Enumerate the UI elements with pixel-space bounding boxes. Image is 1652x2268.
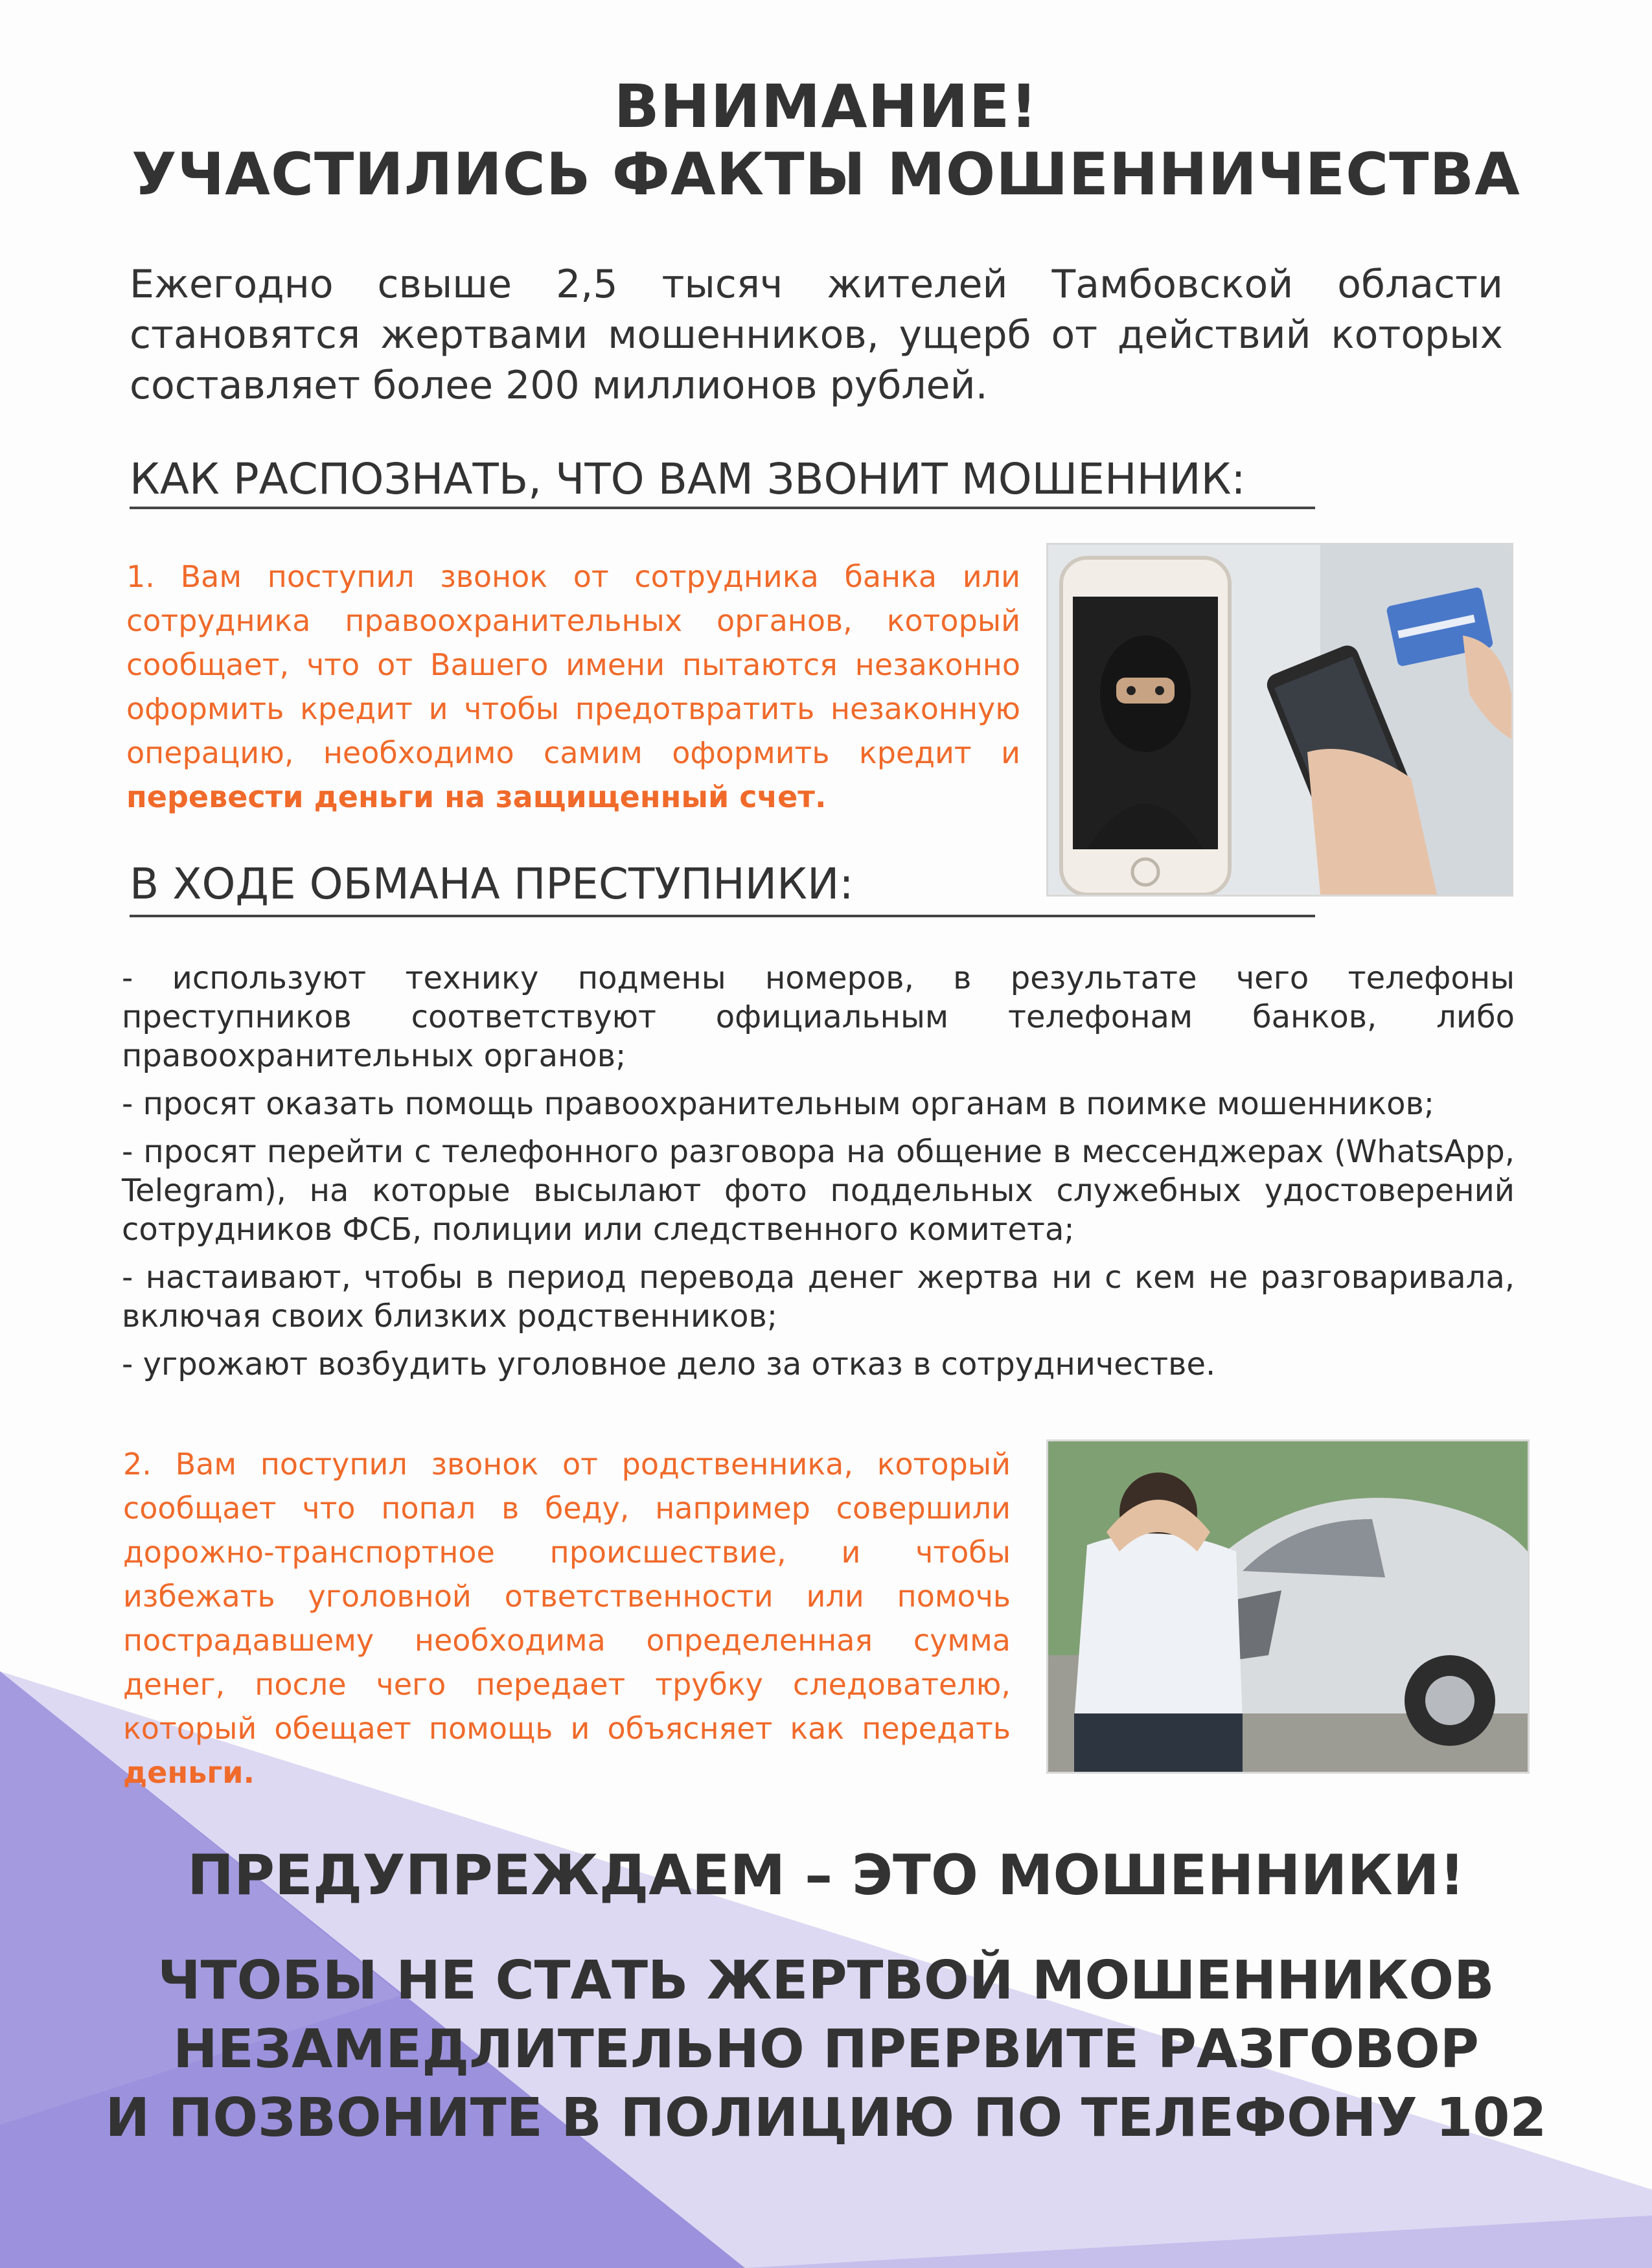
masked-caller-photo <box>1046 543 1513 897</box>
case1-paragraph <box>126 555 1020 819</box>
intro-paragraph: Ежегодно свыше 2,5 тысяч жителей Тамбовской области становятся жертвами мошенников, ущерб от действий которых составляет более 200 миллионов рублей. <box>130 262 1503 408</box>
case1-text: 1. Вам поступил звонок от сотрудника банка или сотрудника правоохранительных органов, который сообщает, что от Вашего имени пытаются незаконно оформить кредит и чтобы предотвратить незаконную операцию, необходимо самим оформить кредит и <box>126 559 1020 770</box>
car-accident-photo <box>1046 1439 1530 1774</box>
case1-bold-text: перевести деньги на защищенный счет. <box>126 779 827 814</box>
call-to-action-line: НЕЗАМЕДЛИТЕЛЬНО ПРЕРВИТЕ РАЗГОВОР <box>173 2019 1479 2080</box>
call-to-action-line: И ПОЗВОНИТЕ В ПОЛИЦИЮ ПО ТЕЛЕФОНУ 102 <box>105 2087 1547 2149</box>
title-fraud-increase: УЧАСТИЛИСЬ ФАКТЫ МОШЕННИЧЕСТВА <box>132 141 1520 209</box>
list-item: - просят оказать помощь правоохранительным органам в поимке мошенников; <box>122 1086 1434 1122</box>
heading-criminals: В ХОДЕ ОБМАНА ПРЕСТУПНИКИ: <box>130 859 854 909</box>
criminals-list <box>122 959 1515 1393</box>
list-item: - просят перейти с телефонного разговора на общение в мессенджерах (WhatsApp, Telegram), на которые высылают фото поддельных служебных удостоверений сотрудников ФСБ, полиции или следственного комитета; <box>122 1134 1515 1248</box>
list-item: - настаивают, чтобы в период перевода денег жертва ни с кем не разговаривала, включая своих близких родственников; <box>122 1259 1515 1334</box>
case2-text: 2. Вам поступил звонок от родственника, который сообщает что попал в беду, например совершили дорожно-транспортное происшествие, и чтобы избежать уголовной ответственности или помочь пострадавшему необходима определенная сумма денег, после чего передает трубку следователю, который обещает помощь и объясняет как передать <box>123 1447 1011 1746</box>
warning-banner: ПРЕДУПРЕЖДАЕМ – ЭТО МОШЕННИКИ! <box>187 1843 1465 1908</box>
case2-paragraph <box>123 1442 1011 1794</box>
title-attention: ВНИМАНИЕ! <box>614 72 1038 141</box>
call-to-action-line: ЧТОБЫ НЕ СТАТЬ ЖЕРТВОЙ МОШЕННИКОВ <box>157 1950 1495 2011</box>
heading-underline-2 <box>130 915 1315 917</box>
heading-recognize-scammer: КАК РАСПОЗНАТЬ, ЧТО ВАМ ЗВОНИТ МОШЕННИК: <box>130 454 1246 504</box>
list-item: - используют технику подмены номеров, в результате чего телефоны преступников соответствуют официальным телефонам банков, либо правоохранительных органов; <box>122 960 1515 1074</box>
heading-underline <box>130 507 1315 509</box>
list-item: - угрожают возбудить уголовное дело за отказ в сотрудничестве. <box>122 1346 1216 1382</box>
call-to-action <box>0 1947 1652 2153</box>
case2-bold-text: деньги. <box>123 1755 255 1790</box>
